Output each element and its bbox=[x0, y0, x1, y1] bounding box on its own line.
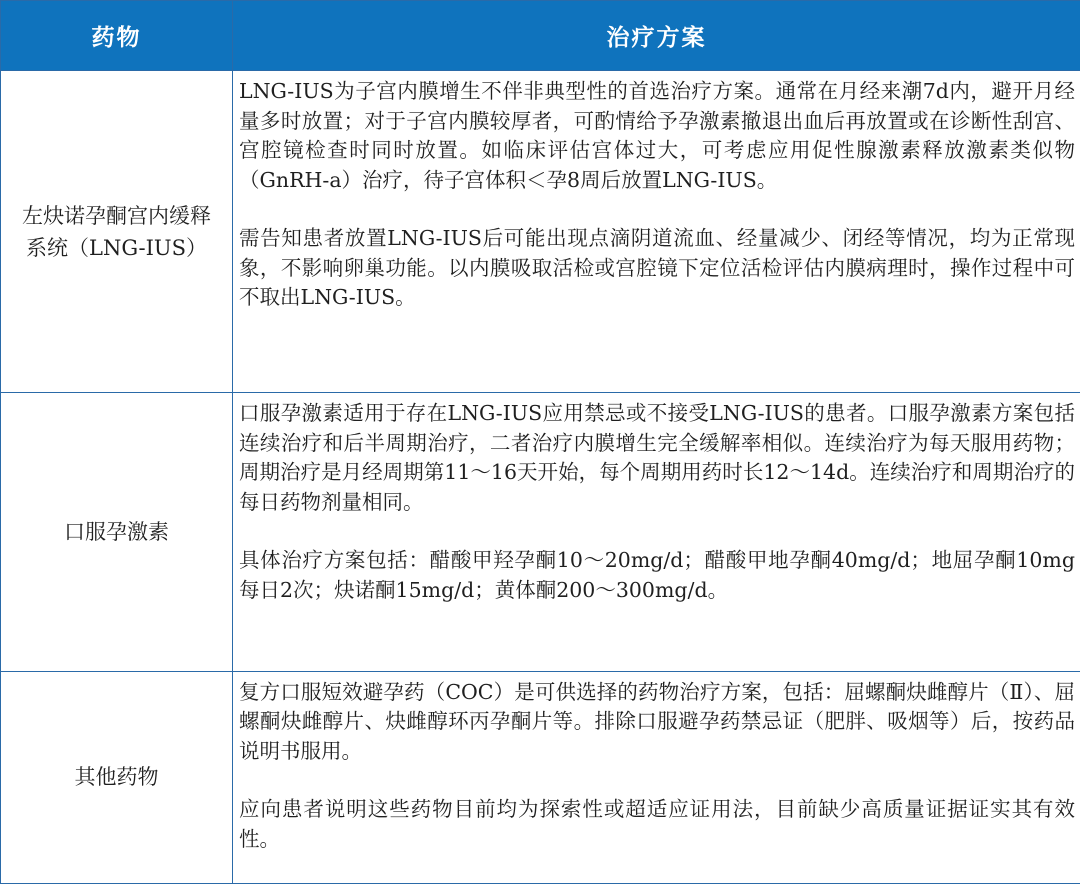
plan-paragraph: 口服孕激素适用于存在LNG-IUS应用禁忌或不接受LNG-IUS的患者。口服孕激素方案包括连续治疗和后半周期治疗，二者治疗内膜增生完全缓解率相似。连续治疗为每天服用药物；周期治疗是月经周期第11～16天开始，每个周期用药时长12～14d。连续治疗和周期治疗的每日药物剂量相同。 bbox=[239, 401, 1075, 514]
table-row bbox=[1, 671, 1080, 883]
plan-paragraph: 复方口服短效避孕药（COC）是可供选择的药物治疗方案，包括：屈螺酮炔雌醇片（Ⅱ）、屈螺酮炔雌醇片、炔雌醇环丙孕酮片等。排除口服避孕药禁忌证（肥胖、吸烟等）后，按药品说明书服用。 bbox=[239, 679, 1075, 763]
plan-paragraph: 需告知患者放置LNG-IUS后可能出现点滴阴道流血、经量减少、闭经等情况，均为正常现象，不影响卵巢功能。以内膜吸取活检或宫腔镜下定位活检评估内膜病理时，操作过程中可不取出LNG-IUS。 bbox=[239, 226, 1075, 309]
table-row bbox=[1, 393, 1080, 671]
table-row bbox=[1, 71, 1080, 393]
treatment-plan-cell bbox=[233, 393, 1080, 671]
plan-paragraph: 具体治疗方案包括：醋酸甲羟孕酮10～20mg/d；醋酸甲地孕酮40mg/d；地屈孕酮10mg 每日2次；炔诺酮15mg/d；黄体酮200～300mg/d。 bbox=[239, 548, 1075, 602]
treatment-plan-cell bbox=[233, 71, 1080, 393]
plan-paragraph: LNG-IUS为子宫内膜增生不伴非典型性的首选治疗方案。通常在月经来潮7d内，避开月经量多时放置；对于子宫内膜较厚者，可酌情给予孕激素撤退出血后再放置或在诊断性刮宫、宫腔镜检查时同时放置。如临床评估宫体过大，可考虑应用促性腺激素释放激素类似物（GnRH-a）治疗，待子宫体积＜孕8周后放置LNG-IUS。 bbox=[239, 79, 1075, 192]
plan-paragraph: 应向患者说明这些药物目前均为探索性或超适应证用法，目前缺少高质量证据证实其有效性。 bbox=[239, 797, 1075, 851]
drug-name-cell: 左炔诺孕酮宫内缓释系统（LNG-IUS） bbox=[1, 71, 233, 393]
table-header-row bbox=[1, 1, 1080, 71]
column-header-drug: 药物 bbox=[1, 1, 233, 71]
column-header-plan: 治疗方案 bbox=[233, 1, 1080, 71]
treatment-plan-cell bbox=[233, 671, 1080, 883]
drug-name-cell: 其他药物 bbox=[1, 671, 233, 883]
drug-name-cell: 口服孕激素 bbox=[1, 393, 233, 671]
